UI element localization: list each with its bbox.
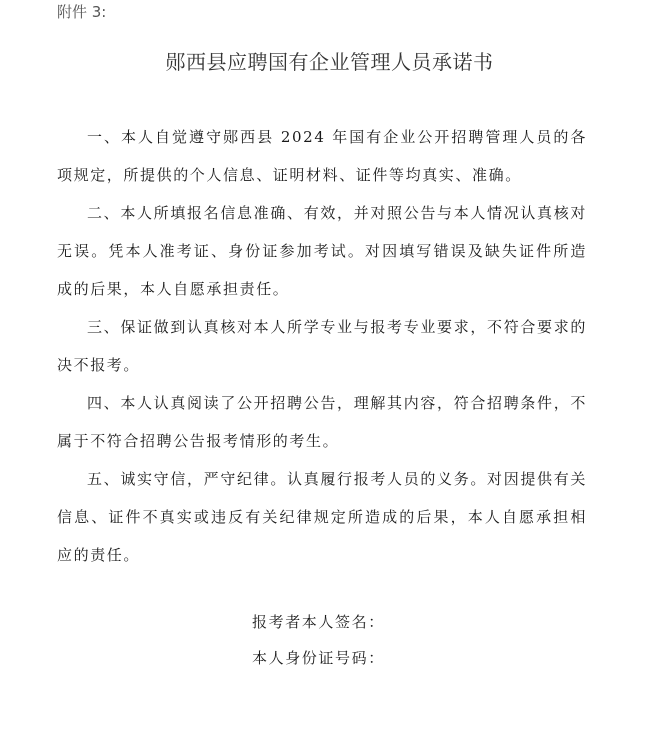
signer-name-label: 报考者本人签名： bbox=[252, 613, 385, 631]
attachment-label: 附件 3: bbox=[57, 3, 107, 21]
commitment-item-3: 三、保证做到认真核对本人所学专业与报考专业要求，不符合要求的决不报考。 bbox=[57, 318, 587, 374]
commitment-item-4: 四、本人认真阅读了公开招聘公告，理解其内容，符合招聘条件，不属于不符合招聘公告报考情形的考生。 bbox=[57, 394, 587, 450]
signature-block bbox=[252, 604, 385, 676]
commitment-item-1: 一、本人自觉遵守郧西县 2024 年国有企业公开招聘管理人员的各项规定，所提供的个人信息、证明材料、证件等均真实、准确。 bbox=[57, 128, 587, 184]
commitment-body bbox=[57, 118, 587, 574]
id-number-label: 本人身份证号码： bbox=[252, 649, 385, 667]
document-title: 郧西县应聘国有企业管理人员承诺书 bbox=[165, 50, 494, 74]
commitment-item-5: 五、诚实守信，严守纪律。认真履行报考人员的义务。对因提供有关信息、证件不真实或违反有关纪律规定所造成的后果，本人自愿承担相应的责任。 bbox=[57, 470, 587, 564]
commitment-item-2: 二、本人所填报名信息准确、有效，并对照公告与本人情况认真核对无误。凭本人准考证、身份证参加考试。对因填写错误及缺失证件所造成的后果，本人自愿承担责任。 bbox=[57, 204, 587, 298]
